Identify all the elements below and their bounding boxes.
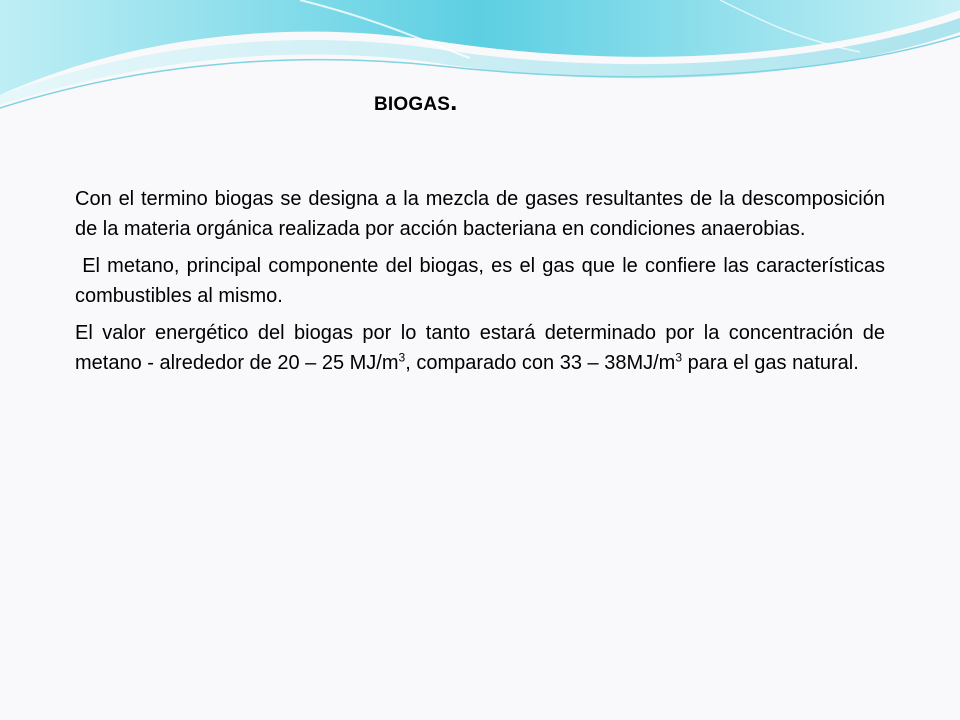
superscript-cubic-2: 3	[675, 350, 683, 365]
paragraph-methane: El metano, principal componente del biogas, es el gas que le confiere las características combustibles al mismo.	[75, 255, 891, 307]
paragraph-energy-part-b: , comparado con 33 – 38MJ/m	[405, 352, 676, 374]
paragraph-energy-part-a: El valor energético del biogas por lo tanto estará determinado por la concentración de metano - alrededor de 20 – 25 MJ/m	[75, 322, 885, 374]
paragraph-energy-value	[75, 318, 885, 378]
slide-title-dot: .	[450, 86, 458, 116]
paragraph-definition: Con el termino biogas se designa a la mezcla de gases resultantes de la descomposición de la materia orgánica realizada por acción bacteriana en condiciones anaerobias.	[75, 188, 885, 240]
slide-body	[75, 184, 891, 385]
superscript-cubic-1: 3	[398, 350, 406, 365]
header-wave-decoration	[0, 0, 960, 130]
paragraph-energy-part-c: para el gas natural.	[682, 352, 859, 374]
slide-title-text: BIOGAS	[374, 94, 451, 115]
slide-title	[374, 86, 458, 116]
